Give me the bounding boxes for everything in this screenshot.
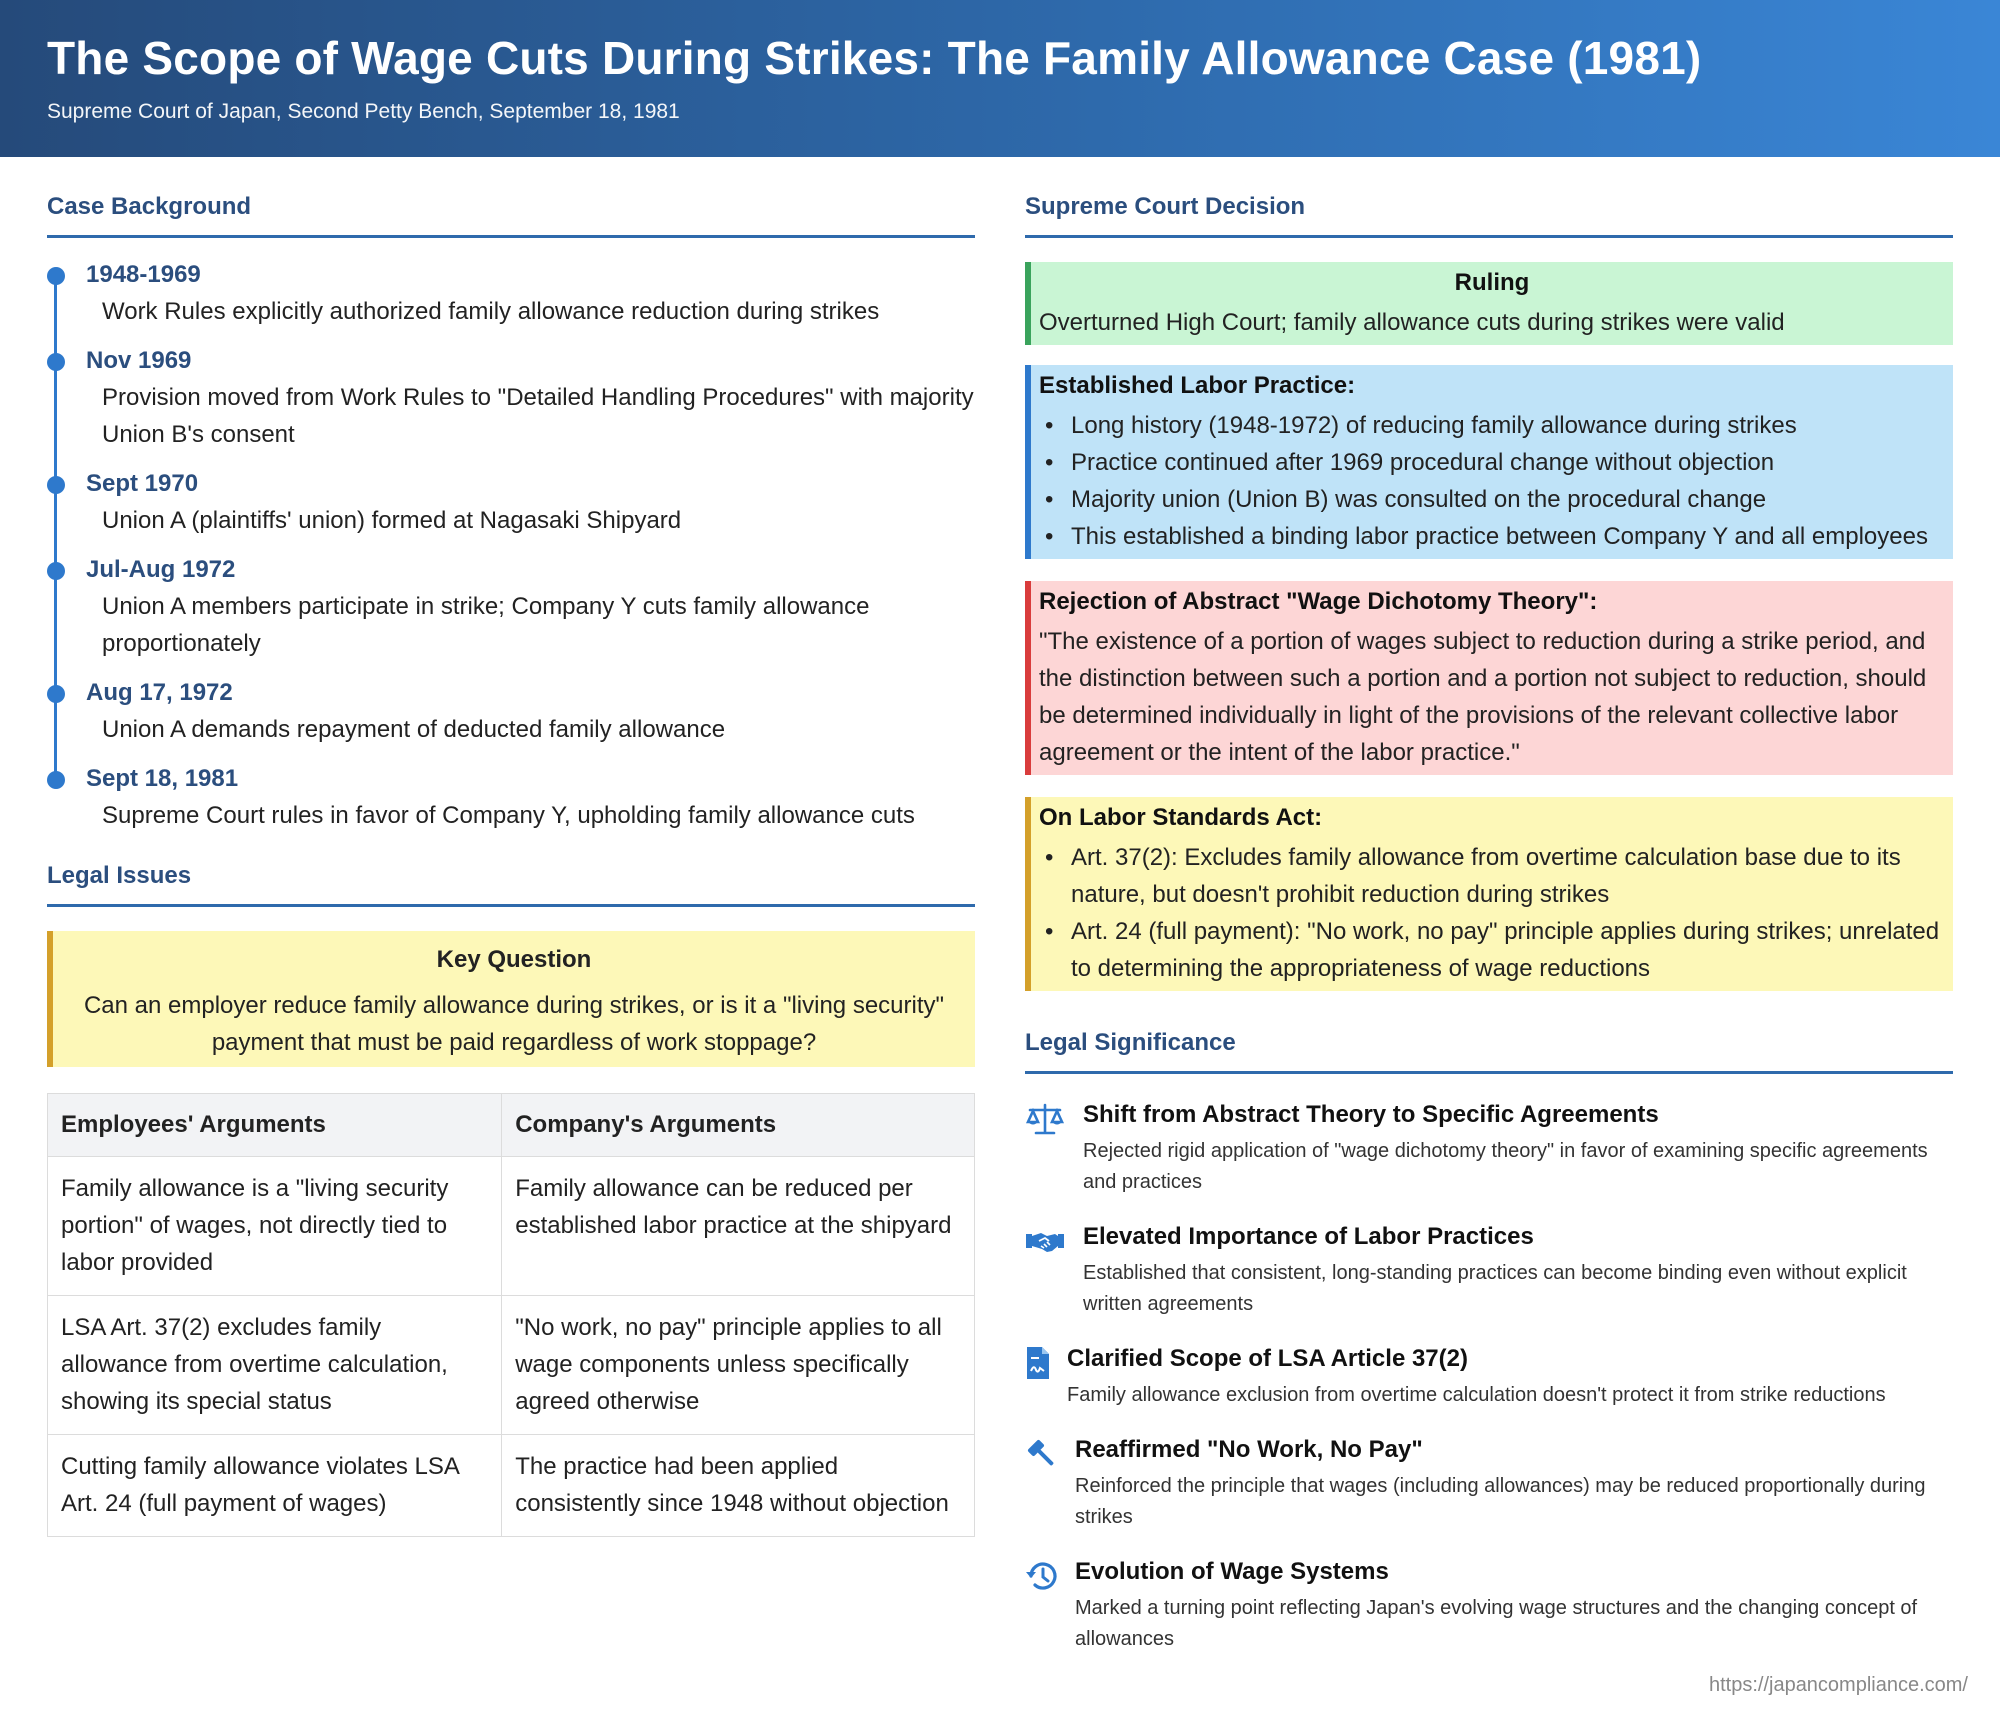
significance-item-title: Reaffirmed "No Work, No Pay" xyxy=(1075,1436,1423,1463)
lsa-title: On Labor Standards Act: xyxy=(1039,804,1323,831)
page-title: The Scope of Wage Cuts During Strikes: The Family Allowance Case (1981) xyxy=(47,32,1702,84)
key-question-title: Key Question xyxy=(436,946,592,973)
table-row xyxy=(48,1157,975,1296)
labor-practice-title: Established Labor Practice: xyxy=(1039,372,1356,399)
list-item: • Art. 24 (full payment): "No work, no pay" principle applies during strikes; unrelated to determining the appropriateness of wage reductions xyxy=(1039,913,1945,987)
timeline-item xyxy=(86,678,975,748)
arguments-table xyxy=(47,1093,975,1537)
table-cell: Family allowance is a "living security portion" of wages, not directly tied to labor provided xyxy=(48,1157,502,1296)
timeline xyxy=(47,260,975,834)
timeline-text: Union A members participate in strike; Company Y cuts family allowance proportionately xyxy=(102,593,870,657)
lsa-box xyxy=(1025,797,1953,991)
table-cell: Cutting family allowance violates LSA Art. 24 (full payment of wages) xyxy=(48,1435,502,1537)
rejection-box xyxy=(1025,581,1953,775)
significance-section xyxy=(1025,1029,1953,1655)
case-background-section xyxy=(47,193,975,834)
handshake-icon xyxy=(1025,1224,1065,1258)
labor-practice-list xyxy=(1039,407,1945,555)
ruling-title: Ruling xyxy=(1454,269,1530,296)
key-question-box xyxy=(47,931,975,1067)
timeline-text: Supreme Court rules in favor of Company Y, upholding family allowance cuts xyxy=(102,802,915,829)
significance-item-text: Rejected rigid application of "wage dichotomy theory" in favor of examining specific agreements and practices xyxy=(1083,1140,1928,1193)
balance-scale-icon xyxy=(1025,1102,1065,1136)
significance-item-text: Established that consistent, long-standing practices can become binding even without explicit written agreements xyxy=(1083,1262,1907,1315)
list-item: • Majority union (Union B) was consulted on the procedural change xyxy=(1039,481,1945,518)
timeline-text: Provision moved from Work Rules to "Detailed Handling Procedures" with majority Union B's consent xyxy=(102,384,974,448)
significance-item xyxy=(1025,1557,1953,1655)
page-subtitle: Supreme Court of Japan, Second Petty Bench, September 18, 1981 xyxy=(47,100,680,123)
table-row xyxy=(48,1296,975,1435)
significance-item-text: Reinforced the principle that wages (including allowances) may be reduced proportionally during strikes xyxy=(1075,1475,1926,1528)
significance-item-title: Clarified Scope of LSA Article 37(2) xyxy=(1067,1345,1468,1372)
ruling-text: Overturned High Court; family allowance cuts during strikes were valid xyxy=(1039,309,1785,336)
significance-item-title: Elevated Importance of Labor Practices xyxy=(1083,1223,1534,1250)
significance-title: Legal Significance xyxy=(1025,1029,1953,1074)
timeline-date: Nov 1969 xyxy=(86,347,192,374)
timeline-item xyxy=(86,555,975,662)
timeline-item xyxy=(86,346,975,453)
table-cell: "No work, no pay" principle applies to all wage components unless specifically agreed otherwise xyxy=(502,1296,975,1435)
table-header-row xyxy=(48,1094,975,1157)
timeline-date: 1948-1969 xyxy=(86,261,201,288)
timeline-text: Union A demands repayment of deducted family allowance xyxy=(102,716,726,743)
list-item: • This established a binding labor practice between Company Y and all employees xyxy=(1039,518,1945,555)
timeline-line xyxy=(54,276,57,782)
timeline-dot xyxy=(47,685,65,703)
decision-title: Supreme Court Decision xyxy=(1025,193,1953,238)
right-column xyxy=(1025,157,1953,1679)
table-header-employees: Employees' Arguments xyxy=(48,1094,502,1157)
labor-practice-box xyxy=(1025,365,1953,559)
key-question-text: Can an employer reduce family allowance during strikes, or is it a "living security" payment that must be paid regardless of work stoppage? xyxy=(83,992,945,1056)
significance-list xyxy=(1025,1100,1953,1655)
timeline-item xyxy=(86,469,975,539)
significance-item-title: Evolution of Wage Systems xyxy=(1075,1558,1389,1585)
lsa-list xyxy=(1039,839,1945,987)
legal-issues-title: Legal Issues xyxy=(47,862,975,907)
timeline-dot xyxy=(47,562,65,580)
significance-item-title: Shift from Abstract Theory to Specific Agreements xyxy=(1083,1101,1659,1128)
significance-item xyxy=(1025,1222,1953,1320)
contract-document-icon xyxy=(1025,1346,1051,1380)
timeline-dot xyxy=(47,476,65,494)
significance-item xyxy=(1025,1435,1953,1533)
significance-item-text: Marked a turning point reflecting Japan's evolving wage structures and the changing concept of allowances xyxy=(1075,1597,1918,1650)
rejection-title: Rejection of Abstract "Wage Dichotomy Theory": xyxy=(1039,588,1598,615)
legal-issues-section xyxy=(47,862,975,1537)
timeline-dot xyxy=(47,353,65,371)
footer-url[interactable]: https://japancompliance.com/ xyxy=(1708,1674,1968,1696)
table-row xyxy=(48,1435,975,1537)
list-item: • Practice continued after 1969 procedural change without objection xyxy=(1039,444,1945,481)
timeline-item xyxy=(86,764,975,834)
significance-item xyxy=(1025,1344,1953,1411)
list-item: • Art. 37(2): Excludes family allowance from overtime calculation base due to its nature, but doesn't prohibit reduction during strikes xyxy=(1039,839,1945,913)
timeline-text: Union A (plaintiffs' union) formed at Nagasaki Shipyard xyxy=(102,507,682,534)
table-cell: LSA Art. 37(2) excludes family allowance from overtime calculation, showing its special status xyxy=(48,1296,502,1435)
table-header-company: Company's Arguments xyxy=(502,1094,975,1157)
timeline-date: Sept 18, 1981 xyxy=(86,765,239,792)
page-header xyxy=(0,0,2000,157)
list-item: • Long history (1948-1972) of reducing family allowance during strikes xyxy=(1039,407,1945,444)
gavel-icon xyxy=(1025,1437,1059,1471)
timeline-item xyxy=(86,260,975,330)
table-cell: Family allowance can be reduced per established labor practice at the shipyard xyxy=(502,1157,975,1296)
timeline-date: Jul-Aug 1972 xyxy=(86,556,236,583)
left-column xyxy=(47,157,975,1537)
timeline-date: Aug 17, 1972 xyxy=(86,679,233,706)
timeline-dot xyxy=(47,267,65,285)
ruling-box xyxy=(1025,262,1953,345)
significance-item-text: Family allowance exclusion from overtime calculation doesn't protect it from strike reductions xyxy=(1067,1384,1886,1406)
decision-section xyxy=(1025,193,1953,991)
timeline-text: Work Rules explicitly authorized family allowance reduction during strikes xyxy=(102,298,880,325)
timeline-date: Sept 1970 xyxy=(86,470,199,497)
history-icon xyxy=(1025,1559,1059,1593)
significance-item xyxy=(1025,1100,1953,1198)
table-cell: The practice had been applied consistently since 1948 without objection xyxy=(502,1435,975,1537)
rejection-quote: "The existence of a portion of wages subject to reduction during a strike period, and the distinction between such a portion and a portion not subject to reduction, should be determined individually in light of the provisions of the relevant collective labor agreement or the intent of the labor practice." xyxy=(1039,628,1927,766)
case-background-title: Case Background xyxy=(47,193,975,238)
timeline-dot xyxy=(47,771,65,789)
